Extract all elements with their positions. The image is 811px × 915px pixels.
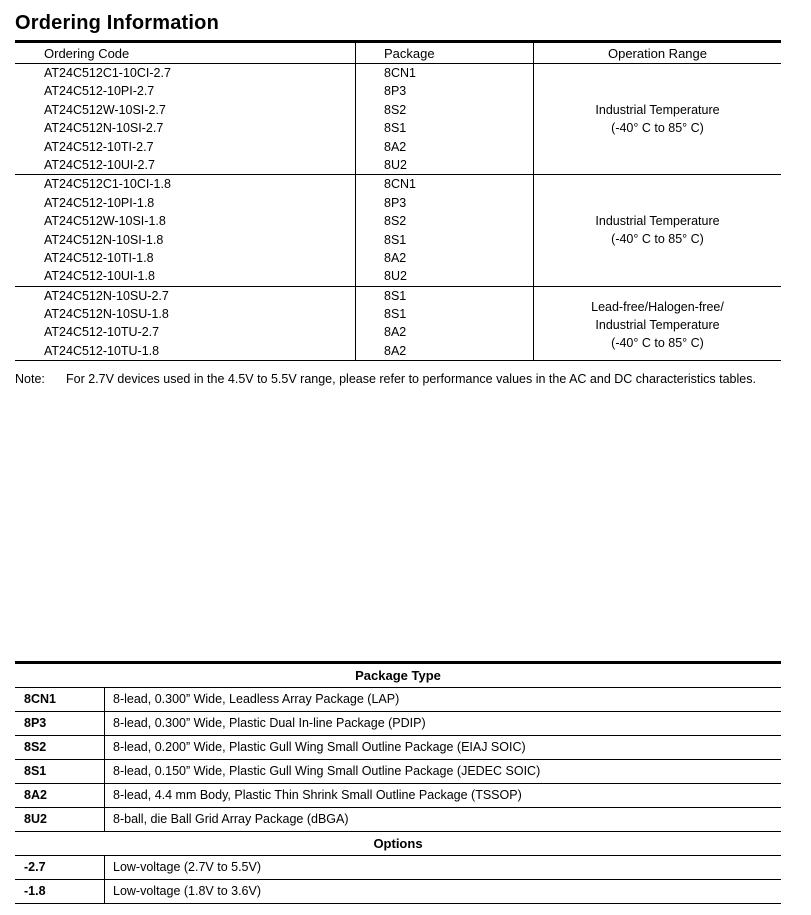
ordering-code: AT24C512-10TU-1.8 — [44, 343, 160, 358]
ordering-code: AT24C512C1-10CI-2.7 — [44, 66, 171, 80]
ordering-code: AT24C512N-10SU-2.7 — [44, 288, 169, 303]
ordering-group-lead-free — [15, 287, 781, 362]
ordering-code: AT24C512W-10SI-2.7 — [44, 102, 166, 117]
package-description: 8-lead, 0.300” Wide, Leadless Array Package (LAP) — [113, 692, 400, 706]
ordering-table — [15, 40, 781, 361]
ordering-group-industrial-2.7 — [15, 64, 781, 175]
package-description: 8-lead, 4.4 mm Body, Plastic Thin Shrink Small Outline Package (TSSOP) — [113, 788, 522, 802]
package-code: 8S1 — [24, 764, 47, 778]
package-code: 8S1 — [384, 288, 407, 303]
ordering-code: AT24C512N-10SI-2.7 — [44, 121, 164, 136]
package-code: 8P3 — [24, 716, 47, 730]
option-description: Low-voltage (2.7V to 5.5V) — [113, 860, 261, 874]
package-type-heading: Package Type — [15, 664, 781, 688]
header-ordering-code: Ordering Code — [44, 46, 130, 61]
package-description: 8-lead, 0.300” Wide, Plastic Dual In-line Package (PDIP) — [113, 716, 426, 730]
ordering-code: AT24C512-10UI-2.7 — [44, 157, 155, 172]
table-row — [15, 712, 781, 736]
table-row — [15, 267, 781, 285]
package-description: 8-lead, 0.150” Wide, Plastic Gull Wing Small Outline Package (JEDEC SOIC) — [113, 764, 541, 778]
package-code: 8U2 — [384, 269, 407, 284]
table-row — [15, 64, 781, 82]
table-row — [15, 82, 781, 100]
table-row — [15, 784, 781, 808]
option-description: Low-voltage (1.8V to 3.6V) — [113, 884, 261, 898]
package-code: 8A2 — [384, 325, 407, 340]
package-code: 8S1 — [384, 232, 407, 247]
options-heading: Options — [15, 832, 781, 856]
operation-range — [534, 212, 781, 248]
package-description: 8-ball, die Ball Grid Array Package (dBGA) — [113, 812, 349, 826]
table-row — [15, 156, 781, 174]
ordering-code: AT24C512N-10SI-1.8 — [44, 232, 164, 247]
range-line: Industrial Temperature — [595, 103, 720, 117]
package-code: 8S2 — [384, 102, 407, 117]
ordering-code: AT24C512-10TI-2.7 — [44, 139, 154, 154]
package-code: 8A2 — [384, 343, 407, 358]
ordering-group-industrial-1.8 — [15, 175, 781, 286]
package-code: 8P3 — [384, 84, 407, 99]
range-line: (-40° C to 85° C) — [611, 335, 704, 350]
ordering-code: AT24C512C1-10CI-1.8 — [44, 177, 171, 192]
package-code: 8U2 — [24, 812, 47, 826]
table-row — [15, 856, 781, 880]
package-code: 8CN1 — [384, 177, 416, 192]
ordering-code: AT24C512-10TU-2.7 — [44, 325, 160, 340]
table-row — [15, 249, 781, 267]
table-row — [15, 175, 781, 193]
ordering-code: AT24C512W-10SI-1.8 — [44, 214, 166, 229]
package-code: 8A2 — [384, 250, 407, 265]
package-code: 8A2 — [384, 139, 407, 154]
table-row — [15, 760, 781, 784]
package-code: 8S1 — [384, 121, 407, 136]
table-row — [15, 194, 781, 212]
ordering-code: AT24C512-10PI-2.7 — [44, 84, 155, 99]
package-description: 8-lead, 0.200” Wide, Plastic Gull Wing Small Outline Package (EIAJ SOIC) — [113, 740, 526, 754]
package-code: 8A2 — [24, 788, 47, 802]
package-code: 8S2 — [384, 214, 407, 229]
package-code: 8S2 — [24, 740, 47, 754]
operation-range — [534, 101, 781, 137]
package-code: 8U2 — [384, 157, 407, 172]
ordering-code: AT24C512N-10SU-1.8 — [44, 307, 169, 322]
table-row — [15, 808, 781, 832]
header-operation-range: Operation Range — [607, 46, 707, 61]
range-line: (-40° C to 85° C) — [611, 121, 704, 135]
range-line: Industrial Temperature — [595, 317, 720, 332]
table-row — [15, 880, 781, 904]
package-code: 8P3 — [384, 195, 407, 210]
note-text: For 2.7V devices used in the 4.5V to 5.5V range, please refer to performance values in the AC and DC characteristics tables. — [66, 372, 756, 386]
footnote — [15, 372, 756, 386]
note-label: Note: — [15, 372, 45, 386]
ordering-code: AT24C512-10UI-1.8 — [44, 269, 155, 284]
range-line: Industrial Temperature — [595, 214, 720, 229]
table-row — [15, 688, 781, 712]
package-code: 8S1 — [384, 307, 407, 322]
package-code: 8CN1 — [384, 66, 416, 80]
table-row — [15, 736, 781, 760]
operation-range — [534, 298, 781, 352]
range-line: (-40° C to 85° C) — [611, 232, 704, 247]
page-title: Ordering Information — [15, 12, 219, 34]
range-line: Lead-free/Halogen-free/ — [591, 299, 724, 314]
ordering-code: AT24C512-10TI-1.8 — [44, 250, 154, 265]
table-row — [15, 138, 781, 156]
option-code: -1.8 — [24, 884, 46, 898]
ordering-code: AT24C512-10PI-1.8 — [44, 195, 155, 210]
header-package: Package — [384, 46, 435, 61]
package-type-table — [15, 661, 781, 904]
option-code: -2.7 — [24, 860, 46, 874]
package-code: 8CN1 — [24, 692, 56, 706]
ordering-table-header — [15, 43, 781, 64]
